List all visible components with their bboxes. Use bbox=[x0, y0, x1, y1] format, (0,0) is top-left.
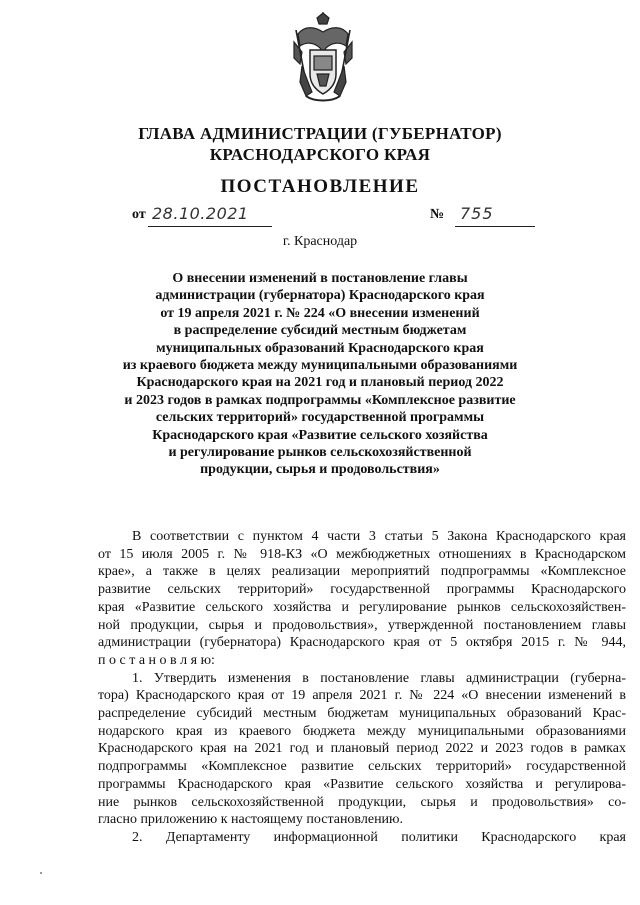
title-line: Краснодарского края «Развитие сельского хозяйства bbox=[152, 427, 488, 443]
title-line: Краснодарского края на 2021 год и плановый период 2022 bbox=[136, 375, 504, 391]
body-line: 1. Утвердить изменения в постановление главы администрации (губерна- bbox=[132, 670, 626, 686]
body-line: распределение субсидий местным бюджетам муниципальных образований Крас- bbox=[98, 706, 626, 722]
body-line: тора) Краснодарского края от 19 апреля 2021 г. № 224 «О внесении изменений в bbox=[98, 688, 626, 704]
document-body bbox=[98, 528, 626, 847]
body-line: администрации (губернатора) Краснодарского края от 5 октября 2015 г. № 944, bbox=[98, 635, 626, 651]
body-line: гласно приложению к настоящему постановлению. bbox=[98, 812, 404, 828]
authority-line-1: ГЛАВА АДМИНИСТРАЦИИ (ГУБЕРНАТОР) bbox=[138, 124, 502, 143]
authority-line-2: КРАСНОДАРСКОГО КРАЯ bbox=[209, 145, 431, 164]
title-line: администрации (губернатора) Краснодарского края bbox=[155, 288, 485, 304]
resolution-word: п о с т а н о в л я ю: bbox=[98, 652, 215, 668]
body-line: подпрограммы «Комплексное развитие сельских территорий» государственной bbox=[98, 759, 626, 775]
body-line: ние рынков сельскохозяйственной продукции, сырья и продовольствия» со- bbox=[98, 794, 626, 810]
title-line: и 2023 годов в рамках подпрограммы «Комплексное развитие bbox=[124, 392, 516, 408]
body-line: ной продукции, сырья и продовольствия», утвержденной постановлением главы bbox=[98, 617, 626, 633]
title-line: в распределение субсидий местным бюджетам bbox=[173, 323, 467, 339]
body-line: крае», а также в целях реализации мероприятий подпрограммы «Комплексное bbox=[98, 564, 626, 580]
body-line: программы Краснодарского края «Развитие сельского хозяйства и регулирова- bbox=[98, 776, 626, 792]
body-line: В соответствии с пунктом 4 части 3 статьи 5 Закона Краснодарского края bbox=[132, 529, 626, 544]
title-line: О внесении изменений в постановление главы bbox=[172, 271, 468, 286]
number-underline bbox=[455, 226, 535, 227]
body-line: развитие сельских территорий» государственной программы Краснодарского bbox=[98, 582, 626, 598]
title-line: из краевого бюджета между муниципальными образованиями bbox=[122, 358, 518, 374]
scan-dot bbox=[40, 872, 42, 874]
title-line: от 19 апреля 2021 г. № 224 «О внесении изменений bbox=[160, 305, 480, 321]
title-line: муниципальных образований Краснодарского края bbox=[156, 340, 484, 356]
document-type-heading: ПОСТАНОВЛЕНИЕ bbox=[220, 176, 420, 197]
body-line: нодарского края из краевого бюджета между муниципальными образованиями bbox=[98, 723, 626, 739]
issue-city: г. Краснодар bbox=[282, 234, 358, 249]
number-label: № bbox=[430, 207, 445, 222]
document-number: 755 bbox=[460, 204, 494, 223]
body-line: Краснодарского края на 2021 год и плановый период 2022 и 2023 годов в рамках bbox=[98, 741, 626, 757]
document-title bbox=[100, 270, 540, 479]
body-line: от 15 июля 2005 г. № 918-КЗ «О межбюджетных отношениях в Краснодарском bbox=[98, 546, 626, 562]
coat-of-arms-icon bbox=[290, 12, 356, 104]
body-line: 2. Департаменту информационной политики Краснодарского края bbox=[132, 829, 626, 845]
issuing-authority bbox=[0, 123, 640, 165]
title-line: сельских территорий» государственной программы bbox=[155, 410, 485, 426]
document-date: 28.10.2021 bbox=[152, 204, 249, 223]
title-line: продукции, сырья и продовольствия» bbox=[200, 462, 440, 478]
date-label: от bbox=[132, 207, 146, 222]
title-line: и регулирование рынков сельскохозяйственной bbox=[168, 445, 472, 461]
body-line: края «Развитие сельского хозяйства и регулирование рынков сельскохозяйствен- bbox=[98, 599, 626, 615]
date-underline bbox=[148, 226, 272, 227]
